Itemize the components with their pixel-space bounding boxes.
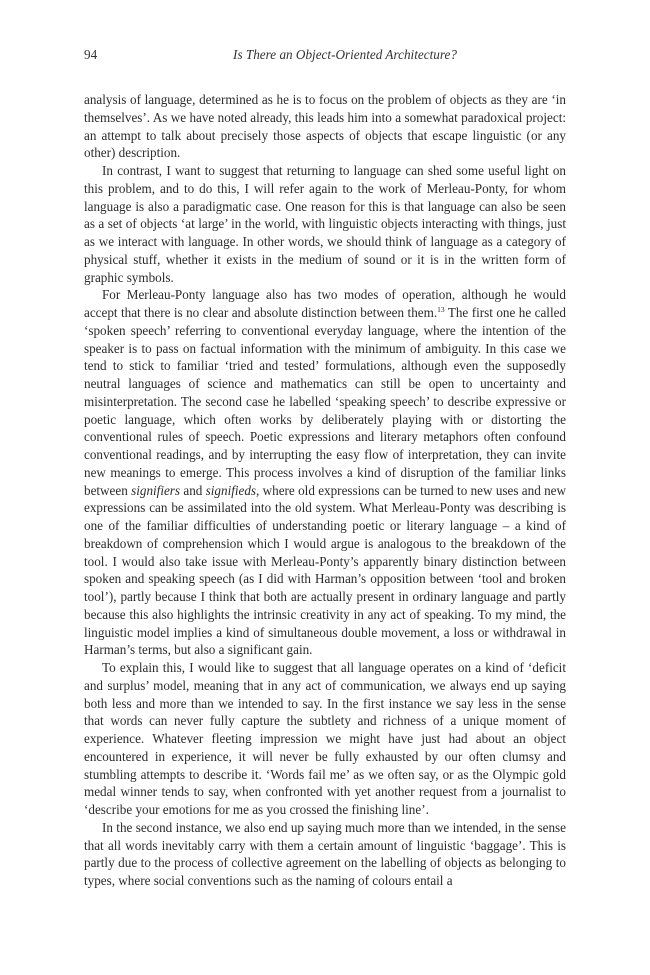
paragraph-3-text-c: and [180, 482, 206, 498]
paragraph-1: analysis of language, determined as he is to focus on the problem of objects as they are ‘in themselves’. As we have noted already, this leads him into a somewhat paradoxical project: an attempt to talk about precisely those aspects of objects that escape linguistic (or any other) description. [84, 92, 566, 161]
footnote-marker: 13 [437, 305, 445, 314]
italic-term-signifiers: signifiers [131, 482, 181, 498]
running-header [84, 46, 566, 64]
paragraph-5: In the second instance, we also end up saying much more than we intended, in the sense that all words inevitably carry with them a certain amount of linguistic ‘baggage’. This is partly due to the process of collective agreement on the labelling of objects as belonging to types, where social conventions such as the naming of colours entail a [84, 819, 566, 888]
paragraph-3 [84, 286, 566, 659]
paragraph-3-text-d: , where old expressions can be turned to new uses and new expressions can be assimilated into the old system. What Merleau-Ponty was describing is one of the familiar difficulties of understanding poetic or literary language – a kind of breakdown of comprehension which I would argue is analogous to the breakdown of the tool. I would also take issue with Merleau-Ponty’s apparently binary distinction between spoken and speaking speech (as I did with Harman’s opposition between ‘tool and broken tool’), partly because I think that both are actually present in ordinary language and partly because this also highlights the intrinsic creativity in any act of speaking. To my mind, the linguistic model implies a kind of simultaneous double movement, a loss or withdrawal in Harman’s terms, but also a significant gain. [84, 482, 566, 658]
italic-term-signifieds: signifieds [205, 482, 257, 498]
running-title: Is There an Object-Oriented Architecture? [233, 47, 457, 62]
body-text [84, 91, 566, 890]
paragraph-3-text-a: For Merleau-Ponty language also has two modes of operation, although he would accept that there is no clear and absolute distinction between them. [84, 287, 566, 320]
page-number: 94 [84, 47, 98, 62]
paragraph-4: To explain this, I would like to suggest that all language operates on a kind of ‘deficit and surplus’ model, meaning that in any act of communication, we always end up saying both less and more than we intended to say. In the first instance we say less in the sense that words can never fully capture the subtlety and richness of a unique moment of experience. Whatever fleeting impression we might have just had about an object encountered in experience, it will never be fully exhausted by our often clumsy and stumbling attempts to describe it. ‘Words fail me’ as we often say, or as the Olympic gold medal winner tends to say, when confronted with yet another request from a journalist to ‘describe your emotions for me as you crossed the finishing line’. [84, 660, 566, 817]
paragraph-3-text-b: The first one he called ‘spoken speech’ referring to conventional everyday language, where the intention of the speaker is to pass on factual information with the minimum of ambiguity. In this case we tend to stick to familiar ‘tried and tested’ formulations, although even the supposedly neutral languages of science and mathematics can still be open to uncertainty and misinterpretation. The second case he labelled ‘speaking speech’ to describe expressive or poetic language, which often works by deliberately playing with or distorting the conventional rules of speech. Poetic expressions and literary metaphors often confound conventional readings, and by interrupting the easy flow of interpretation, they can invite new meanings to emerge. This process involves a kind of disruption of the familiar links between [84, 305, 566, 498]
paragraph-2: In contrast, I want to suggest that returning to language can shed some useful light on this problem, and to do this, I will refer again to the work of Merleau-Ponty, for whom language is also a paradigmatic case. One reason for this is that language can also be seen as a set of objects ‘at large’ in the world, with linguistic objects interacting with things, just as we interact with language. In other words, we should think of language as a category of physical stuff, whether it exists in the medium of sound or it is in the written form of graphic symbols. [84, 163, 566, 285]
